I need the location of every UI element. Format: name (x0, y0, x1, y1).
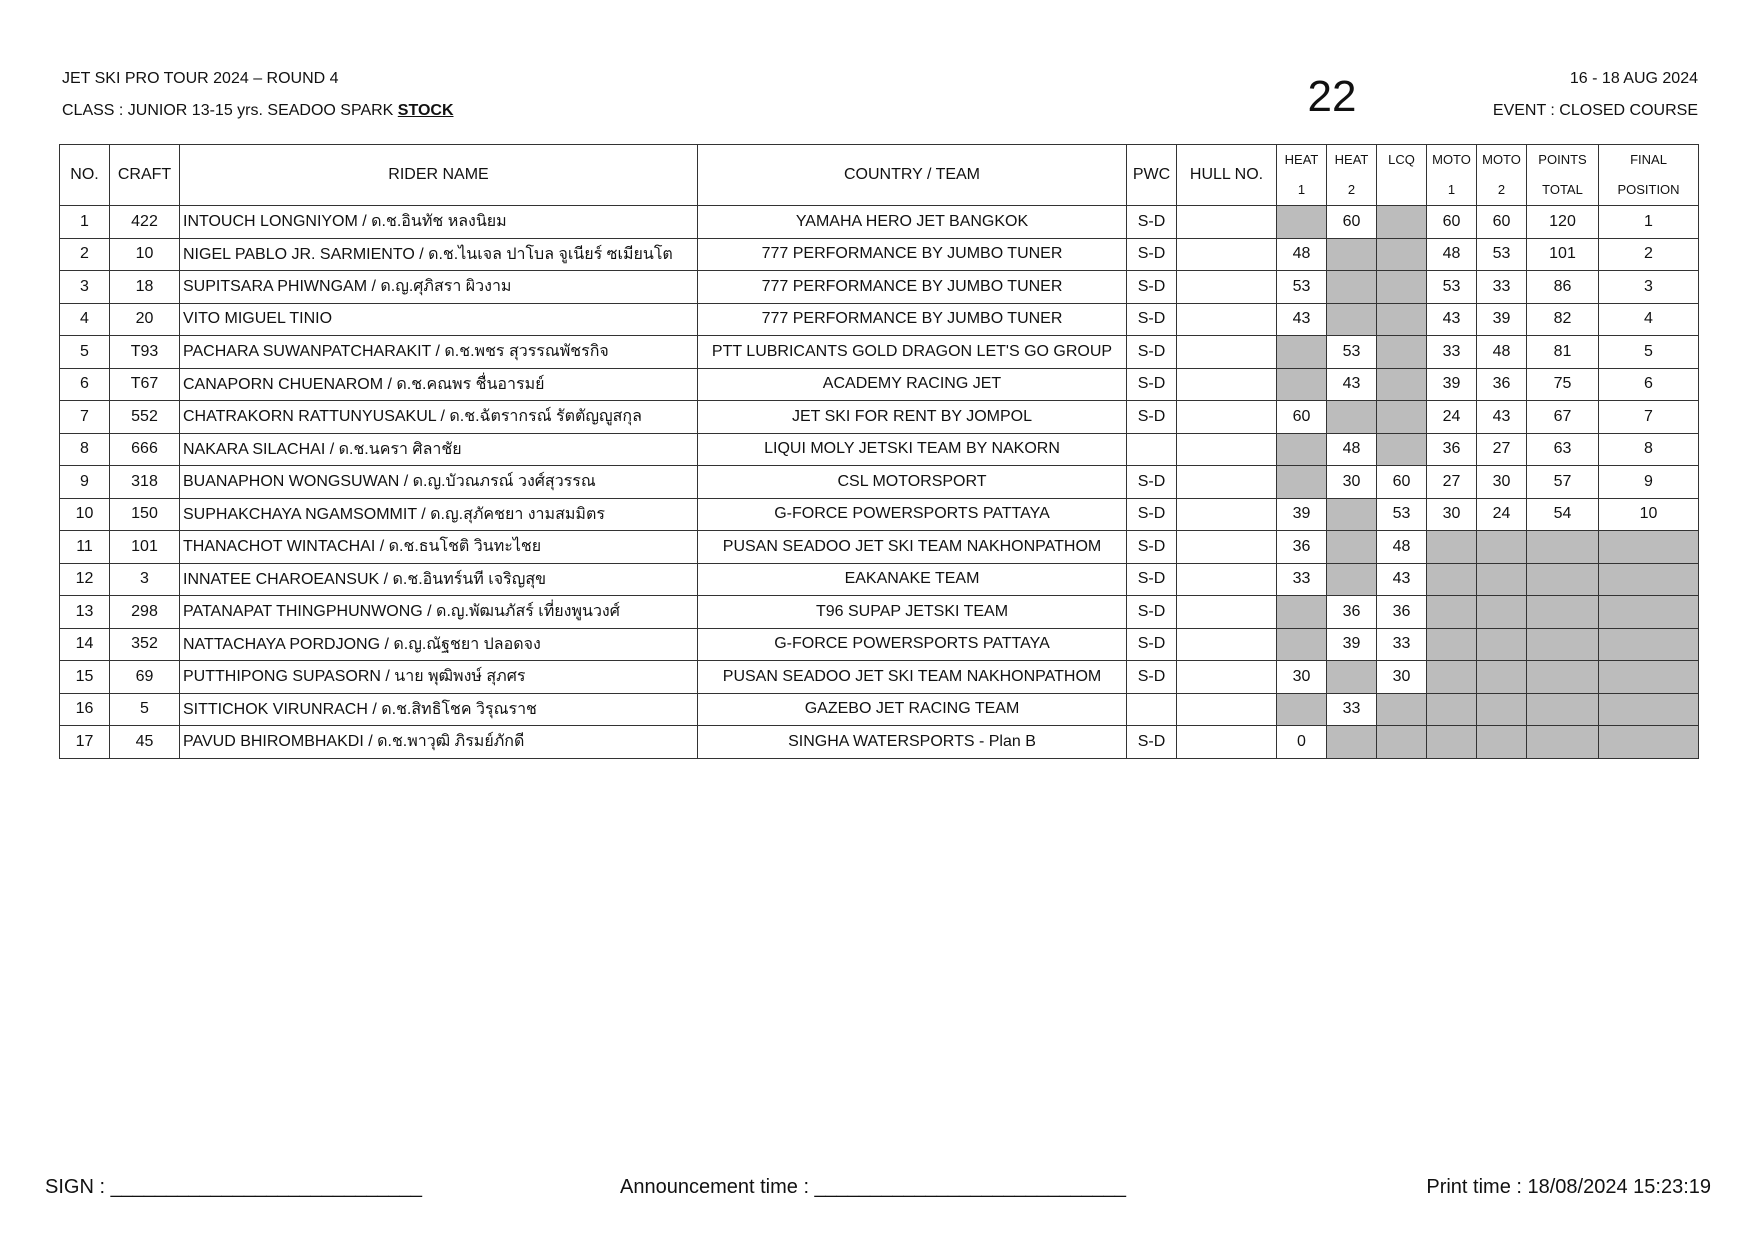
cell-craft: 552 (110, 401, 180, 434)
cell-craft: 150 (110, 498, 180, 531)
cell-team: G-FORCE POWERSPORTS PATTAYA (698, 498, 1127, 531)
class-label (62, 102, 454, 120)
cell-hull (1177, 271, 1277, 304)
cell-moto1: 27 (1427, 466, 1477, 499)
cell-team: CSL MOTORSPORT (698, 466, 1127, 499)
cell-hull (1177, 628, 1277, 661)
cell-moto1 (1427, 628, 1477, 661)
table-row (60, 336, 1699, 369)
cell-no: 5 (60, 336, 110, 369)
cell-lcq (1377, 206, 1427, 239)
table-row (60, 433, 1699, 466)
cell-no: 4 (60, 303, 110, 336)
cell-craft: 101 (110, 531, 180, 564)
cell-pwc: S-D (1127, 401, 1177, 434)
cell-points-total (1527, 726, 1599, 759)
table-row (60, 303, 1699, 336)
cell-no: 2 (60, 238, 110, 271)
col-header-points-a: POINTS (1538, 152, 1587, 167)
cell-pwc: S-D (1127, 368, 1177, 401)
cell-lcq (1377, 303, 1427, 336)
col-header-final-position (1599, 145, 1699, 206)
cell-pwc: S-D (1127, 466, 1177, 499)
cell-points-total: 82 (1527, 303, 1599, 336)
cell-final-position: 9 (1599, 466, 1699, 499)
cell-heat2 (1327, 726, 1377, 759)
cell-no: 3 (60, 271, 110, 304)
cell-moto1: 30 (1427, 498, 1477, 531)
cell-pwc: S-D (1127, 271, 1177, 304)
cell-moto1 (1427, 596, 1477, 629)
cell-moto2 (1477, 563, 1527, 596)
cell-no: 14 (60, 628, 110, 661)
sign-line: SIGN : ____________________________ (45, 1176, 423, 1198)
cell-heat1: 0 (1277, 726, 1327, 759)
cell-moto1: 53 (1427, 271, 1477, 304)
cell-points-total: 75 (1527, 368, 1599, 401)
cell-heat2 (1327, 531, 1377, 564)
col-header-moto1-a: MOTO (1432, 152, 1471, 167)
col-header-heat2 (1327, 145, 1377, 206)
table-row (60, 661, 1699, 694)
cell-craft: 45 (110, 726, 180, 759)
cell-team: SINGHA WATERSPORTS - Plan B (698, 726, 1127, 759)
col-header-pwc: PWC (1127, 145, 1177, 206)
cell-moto2: 33 (1477, 271, 1527, 304)
cell-craft: 20 (110, 303, 180, 336)
cell-no: 1 (60, 206, 110, 239)
cell-no: 12 (60, 563, 110, 596)
col-header-moto1-b: 1 (1447, 182, 1456, 197)
cell-rider: INTOUCH LONGNIYOM / ด.ช.อินทัช หลงนิยม (180, 206, 698, 239)
cell-heat2: 48 (1327, 433, 1377, 466)
cell-heat1 (1277, 433, 1327, 466)
cell-hull (1177, 206, 1277, 239)
cell-moto2 (1477, 661, 1527, 694)
cell-no: 11 (60, 531, 110, 564)
cell-pwc (1127, 693, 1177, 726)
cell-points-total: 101 (1527, 238, 1599, 271)
cell-final-position (1599, 563, 1699, 596)
class-text: CLASS : JUNIOR 13-15 yrs. SEADOO SPARK (62, 102, 398, 119)
cell-no: 7 (60, 401, 110, 434)
cell-hull (1177, 596, 1277, 629)
cell-rider: NATTACHAYA PORDJONG / ด.ญ.ณัฐชยา ปลอดจง (180, 628, 698, 661)
cell-rider: PATANAPAT THINGPHUNWONG / ด.ญ.พัฒนภัสร์ เที่ยงพูนวงศ์ (180, 596, 698, 629)
cell-rider: THANACHOT WINTACHAI / ด.ช.ธนโชติ วินทะไชย (180, 531, 698, 564)
cell-team: ACADEMY RACING JET (698, 368, 1127, 401)
cell-team: 777 PERFORMANCE BY JUMBO TUNER (698, 271, 1127, 304)
cell-hull (1177, 303, 1277, 336)
cell-heat2 (1327, 271, 1377, 304)
cell-moto1: 24 (1427, 401, 1477, 434)
cell-rider: CHATRAKORN RATTUNYUSAKUL / ด.ช.ฉัตรากรณ์ รัตตัญญูสกุล (180, 401, 698, 434)
class-stock-emphasis: STOCK (397, 102, 454, 119)
cell-lcq (1377, 693, 1427, 726)
cell-heat1 (1277, 368, 1327, 401)
col-header-team: COUNTRY / TEAM (698, 145, 1127, 206)
results-table (59, 144, 1699, 759)
cell-heat1 (1277, 466, 1327, 499)
cell-heat1: 43 (1277, 303, 1327, 336)
cell-heat1: 39 (1277, 498, 1327, 531)
cell-team: GAZEBO JET RACING TEAM (698, 693, 1127, 726)
cell-points-total (1527, 531, 1599, 564)
event-type: EVENT : CLOSED COURSE (1492, 102, 1698, 119)
table-row (60, 271, 1699, 304)
cell-team: 777 PERFORMANCE BY JUMBO TUNER (698, 238, 1127, 271)
cell-moto2: 36 (1477, 368, 1527, 401)
cell-moto2: 48 (1477, 336, 1527, 369)
cell-moto1: 60 (1427, 206, 1477, 239)
cell-heat1 (1277, 206, 1327, 239)
col-header-heat1-a: HEAT (1284, 152, 1319, 167)
cell-rider: NIGEL PABLO JR. SARMIENTO / ด.ช.ไนเจล ปาโบล จูเนียร์ ซเมียนโต (180, 238, 698, 271)
cell-lcq: 60 (1377, 466, 1427, 499)
cell-lcq (1377, 238, 1427, 271)
cell-team: PUSAN SEADOO JET SKI TEAM NAKHONPATHOM (698, 531, 1127, 564)
table-row (60, 401, 1699, 434)
cell-moto2: 43 (1477, 401, 1527, 434)
cell-craft: 3 (110, 563, 180, 596)
cell-heat1 (1277, 693, 1327, 726)
cell-final-position: 1 (1599, 206, 1699, 239)
cell-points-total (1527, 596, 1599, 629)
col-header-final-a: FINAL (1630, 152, 1667, 167)
cell-team: 777 PERFORMANCE BY JUMBO TUNER (698, 303, 1127, 336)
cell-rider: VITO MIGUEL TINIO (180, 303, 698, 336)
col-header-lcq-label: LCQ (1388, 152, 1415, 167)
cell-hull (1177, 531, 1277, 564)
cell-heat2 (1327, 563, 1377, 596)
cell-moto1: 48 (1427, 238, 1477, 271)
event-title: JET SKI PRO TOUR 2024 – ROUND 4 (62, 70, 339, 87)
cell-heat2: 33 (1327, 693, 1377, 726)
cell-hull (1177, 726, 1277, 759)
cell-moto2 (1477, 693, 1527, 726)
cell-points-total (1527, 693, 1599, 726)
cell-points-total: 67 (1527, 401, 1599, 434)
cell-craft: 69 (110, 661, 180, 694)
cell-team: YAMAHA HERO JET BANGKOK (698, 206, 1127, 239)
col-header-heat1 (1277, 145, 1327, 206)
announcement-time-line: Announcement time : ____________________________ (620, 1176, 1126, 1198)
cell-lcq: 33 (1377, 628, 1427, 661)
cell-no: 8 (60, 433, 110, 466)
cell-heat2: 53 (1327, 336, 1377, 369)
cell-hull (1177, 693, 1277, 726)
cell-hull (1177, 368, 1277, 401)
cell-final-position: 3 (1599, 271, 1699, 304)
cell-heat1 (1277, 596, 1327, 629)
cell-moto2 (1477, 628, 1527, 661)
col-header-points-total (1527, 145, 1599, 206)
col-header-moto2-a: MOTO (1482, 152, 1521, 167)
cell-heat2: 43 (1327, 368, 1377, 401)
col-header-no: NO. (60, 145, 110, 206)
table-row (60, 563, 1699, 596)
cell-no: 13 (60, 596, 110, 629)
cell-final-position (1599, 693, 1699, 726)
cell-final-position: 4 (1599, 303, 1699, 336)
cell-moto2: 53 (1477, 238, 1527, 271)
cell-lcq (1377, 271, 1427, 304)
cell-heat2: 39 (1327, 628, 1377, 661)
cell-pwc: S-D (1127, 336, 1177, 369)
cell-final-position: 2 (1599, 238, 1699, 271)
cell-moto1 (1427, 661, 1477, 694)
cell-moto1: 36 (1427, 433, 1477, 466)
cell-craft: 318 (110, 466, 180, 499)
col-header-points-b: TOTAL (1542, 182, 1583, 197)
cell-heat1: 33 (1277, 563, 1327, 596)
cell-heat2: 60 (1327, 206, 1377, 239)
col-header-hull: HULL NO. (1177, 145, 1277, 206)
cell-points-total: 120 (1527, 206, 1599, 239)
table-row (60, 238, 1699, 271)
table-row (60, 531, 1699, 564)
cell-hull (1177, 563, 1277, 596)
cell-moto1: 33 (1427, 336, 1477, 369)
print-time: Print time : 18/08/2024 15:23:19 (1426, 1176, 1711, 1198)
cell-hull (1177, 433, 1277, 466)
cell-heat1 (1277, 336, 1327, 369)
cell-pwc: S-D (1127, 596, 1177, 629)
cell-heat1: 48 (1277, 238, 1327, 271)
cell-craft: 5 (110, 693, 180, 726)
cell-heat2 (1327, 303, 1377, 336)
cell-moto1: 39 (1427, 368, 1477, 401)
cell-moto2: 39 (1477, 303, 1527, 336)
cell-pwc: S-D (1127, 661, 1177, 694)
col-header-moto2-b: 2 (1497, 182, 1506, 197)
cell-hull (1177, 336, 1277, 369)
cell-lcq: 36 (1377, 596, 1427, 629)
cell-heat1: 30 (1277, 661, 1327, 694)
cell-team: JET SKI FOR RENT BY JOMPOL (698, 401, 1127, 434)
cell-heat2: 36 (1327, 596, 1377, 629)
col-header-lcq (1377, 145, 1427, 206)
cell-pwc (1127, 433, 1177, 466)
cell-rider: PACHARA SUWANPATCHARAKIT / ด.ช.พชร สุวรรณพัชรกิจ (180, 336, 698, 369)
cell-final-position: 7 (1599, 401, 1699, 434)
table-row (60, 206, 1699, 239)
cell-heat1: 36 (1277, 531, 1327, 564)
table-row (60, 628, 1699, 661)
cell-hull (1177, 661, 1277, 694)
cell-craft: T67 (110, 368, 180, 401)
cell-points-total: 54 (1527, 498, 1599, 531)
cell-rider: PUTTHIPONG SUPASORN / นาย พุฒิพงษ์ สุภศร (180, 661, 698, 694)
cell-heat1: 60 (1277, 401, 1327, 434)
cell-points-total: 86 (1527, 271, 1599, 304)
cell-no: 17 (60, 726, 110, 759)
cell-craft: 666 (110, 433, 180, 466)
cell-no: 16 (60, 693, 110, 726)
cell-team: PTT LUBRICANTS GOLD DRAGON LET'S GO GROUP (698, 336, 1127, 369)
cell-heat2: 30 (1327, 466, 1377, 499)
event-dates: 16 - 18 AUG 2024 (1569, 70, 1698, 87)
cell-points-total (1527, 563, 1599, 596)
col-header-heat2-a: HEAT (1334, 152, 1369, 167)
cell-rider: INNATEE CHAROEANSUK / ด.ช.อินทร์นที เจริญสุข (180, 563, 698, 596)
cell-team: T96 SUPAP JETSKI TEAM (698, 596, 1127, 629)
cell-final-position: 6 (1599, 368, 1699, 401)
cell-pwc: S-D (1127, 628, 1177, 661)
cell-final-position: 5 (1599, 336, 1699, 369)
cell-moto1 (1427, 563, 1477, 596)
cell-points-total: 63 (1527, 433, 1599, 466)
cell-moto1 (1427, 726, 1477, 759)
cell-moto2 (1477, 531, 1527, 564)
col-header-final-b: POSITION (1617, 182, 1680, 197)
col-header-heat1-b: 1 (1297, 182, 1306, 197)
cell-rider: NAKARA SILACHAI / ด.ช.นครา ศิลาชัย (180, 433, 698, 466)
cell-heat1 (1277, 628, 1327, 661)
cell-hull (1177, 466, 1277, 499)
col-header-rider: RIDER NAME (180, 145, 698, 206)
cell-moto2: 30 (1477, 466, 1527, 499)
cell-pwc: S-D (1127, 726, 1177, 759)
cell-moto1 (1427, 693, 1477, 726)
cell-no: 10 (60, 498, 110, 531)
cell-pwc: S-D (1127, 303, 1177, 336)
cell-heat2 (1327, 401, 1377, 434)
cell-final-position (1599, 726, 1699, 759)
cell-craft: 422 (110, 206, 180, 239)
cell-craft: T93 (110, 336, 180, 369)
cell-no: 6 (60, 368, 110, 401)
cell-moto2 (1477, 726, 1527, 759)
cell-lcq (1377, 401, 1427, 434)
cell-team: LIQUI MOLY JETSKI TEAM BY NAKORN (698, 433, 1127, 466)
cell-team: EAKANAKE TEAM (698, 563, 1127, 596)
cell-heat1: 53 (1277, 271, 1327, 304)
cell-no: 9 (60, 466, 110, 499)
cell-lcq (1377, 336, 1427, 369)
cell-moto2: 27 (1477, 433, 1527, 466)
cell-lcq: 30 (1377, 661, 1427, 694)
cell-final-position (1599, 531, 1699, 564)
cell-lcq (1377, 433, 1427, 466)
col-header-heat2-b: 2 (1347, 182, 1356, 197)
cell-pwc: S-D (1127, 531, 1177, 564)
cell-hull (1177, 401, 1277, 434)
cell-rider: BUANAPHON WONGSUWAN / ด.ญ.บัวณภรณ์ วงศ์สุวรรณ (180, 466, 698, 499)
cell-rider: SUPITSARA PHIWNGAM / ด.ญ.ศุภิสรา ผิวงาม (180, 271, 698, 304)
cell-final-position (1599, 596, 1699, 629)
cell-hull (1177, 238, 1277, 271)
cell-final-position (1599, 661, 1699, 694)
table-row (60, 726, 1699, 759)
table-row (60, 596, 1699, 629)
table-row (60, 693, 1699, 726)
cell-rider: CANAPORN CHUENAROM / ด.ช.คณพร ชื่นอารมย์ (180, 368, 698, 401)
cell-points-total (1527, 661, 1599, 694)
cell-final-position: 8 (1599, 433, 1699, 466)
table-row (60, 466, 1699, 499)
cell-craft: 352 (110, 628, 180, 661)
cell-rider: SITTICHOK VIRUNRACH / ด.ช.สิทธิโชค วิรุณราช (180, 693, 698, 726)
cell-rider: SUPHAKCHAYA NGAMSOMMIT / ด.ญ.สุภัคชยา งามสมมิตร (180, 498, 698, 531)
cell-heat2 (1327, 498, 1377, 531)
cell-points-total: 81 (1527, 336, 1599, 369)
cell-final-position (1599, 628, 1699, 661)
cell-pwc: S-D (1127, 206, 1177, 239)
table-row (60, 368, 1699, 401)
cell-points-total: 57 (1527, 466, 1599, 499)
cell-moto2: 24 (1477, 498, 1527, 531)
col-header-moto2 (1477, 145, 1527, 206)
table-row (60, 498, 1699, 531)
cell-craft: 10 (110, 238, 180, 271)
sheet-number: 22 (1307, 72, 1357, 121)
cell-lcq: 53 (1377, 498, 1427, 531)
cell-heat2 (1327, 238, 1377, 271)
cell-moto1 (1427, 531, 1477, 564)
cell-final-position: 10 (1599, 498, 1699, 531)
cell-rider: PAVUD BHIROMBHAKDI / ด.ช.พาวุฒิ ภิรมย์ภักดี (180, 726, 698, 759)
cell-moto2: 60 (1477, 206, 1527, 239)
cell-lcq: 43 (1377, 563, 1427, 596)
table-header-row (60, 145, 1699, 206)
cell-pwc: S-D (1127, 563, 1177, 596)
cell-lcq: 48 (1377, 531, 1427, 564)
col-header-craft: CRAFT (110, 145, 180, 206)
cell-craft: 298 (110, 596, 180, 629)
cell-points-total (1527, 628, 1599, 661)
cell-team: PUSAN SEADOO JET SKI TEAM NAKHONPATHOM (698, 661, 1127, 694)
cell-no: 15 (60, 661, 110, 694)
cell-craft: 18 (110, 271, 180, 304)
cell-lcq (1377, 726, 1427, 759)
cell-team: G-FORCE POWERSPORTS PATTAYA (698, 628, 1127, 661)
cell-moto1: 43 (1427, 303, 1477, 336)
cell-pwc: S-D (1127, 238, 1177, 271)
cell-lcq (1377, 368, 1427, 401)
cell-moto2 (1477, 596, 1527, 629)
cell-heat2 (1327, 661, 1377, 694)
col-header-moto1 (1427, 145, 1477, 206)
cell-hull (1177, 498, 1277, 531)
cell-pwc: S-D (1127, 498, 1177, 531)
